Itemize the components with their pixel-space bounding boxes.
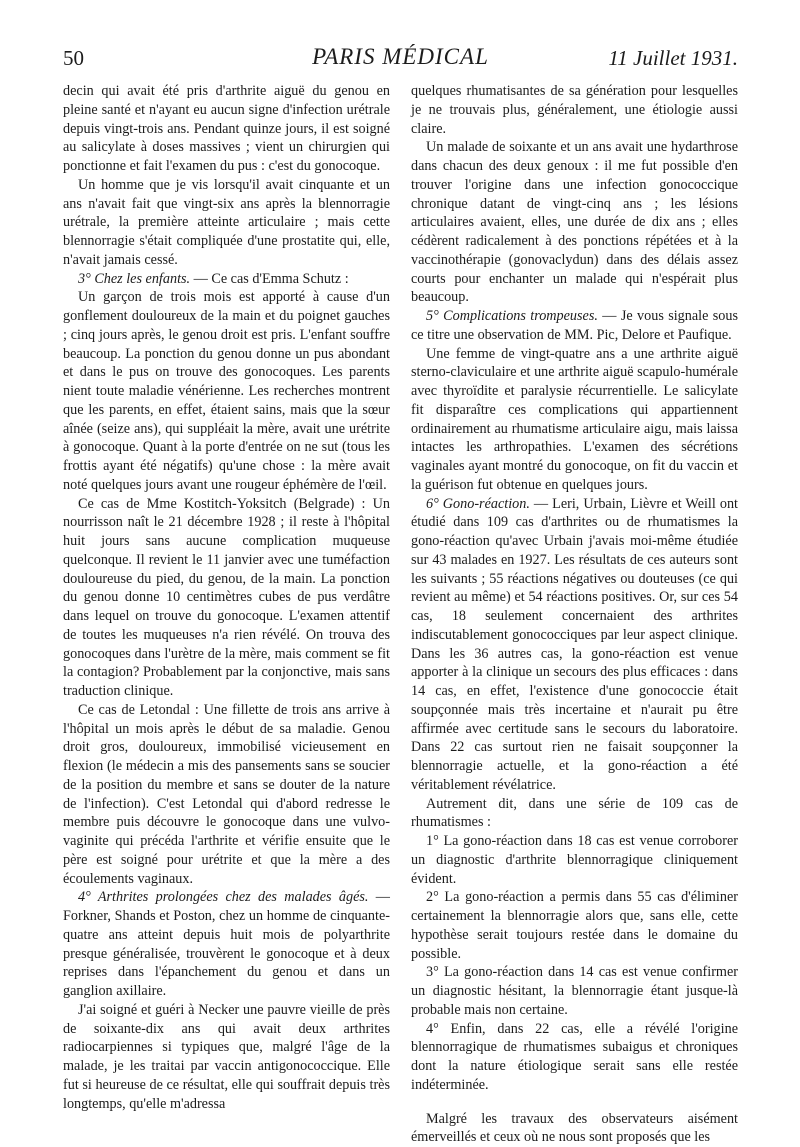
list-item: 1° La gono-réaction dans 18 cas est venue corroborer un diagnostic d'arthrite blennorragique cliniquement évident. [411, 832, 738, 888]
section-heading-paragraph: 6° Gono-réaction. — Leri, Urbain, Lièvre et Weill ont étudié dans 109 cas d'arthrites ou de rhumatismes la gono-réaction qu'avec Urbain j'avais moi-même étudiée sur 43 malades en 1927. Les résultats de ces auteurs sont les suivants ; 55 réactions négatives ou douteuses (ce qui revient au même) et 54 réactions positives. Or, sur ces 54 cas, 18 seulement concernaient des arthrites indiscutablement gonococciques par leur aspect clinique. Dans les 36 autres cas, la gono-réaction est venue apporter à la clinique un secours des plus efficaces : dans 14 cas, en effet, l'existence d'une gonococcie était soupçonnée mais très incertaine et n'aurait pu être affirmée avec certitude sans le secours du laboratoire. Dans 22 cas surtout rien ne faisait soupçonner la blennorragie actuelle, et la gono-réaction a été véritablement révélatrice. [411, 495, 738, 795]
section-heading: 5° Complications trompeuses. [426, 308, 598, 324]
journal-title: PARIS MÉDICAL [63, 44, 738, 70]
right-column [411, 82, 738, 1147]
list-item: 4° Enfin, dans 22 cas, elle a révélé l'origine blennorragique de rhumatismes subaigus et chroniques dont la nature étiologique serait sans elle restée indéterminée. [411, 1020, 738, 1095]
list-item: 3° La gono-réaction dans 14 cas est venue confirmer un diagnostic hésitant, la blennorragie étant jusque-là probable mais non certaine. [411, 963, 738, 1019]
section-heading: 6° Gono-réaction. [426, 496, 530, 512]
section-heading-paragraph: 3° Chez les enfants. — Ce cas d'Emma Schutz : [63, 270, 390, 289]
paragraph: Une femme de vingt-quatre ans a une arthrite aiguë sterno-claviculaire et une arthrite aiguë scapulo-humérale avec thyroïdite et paralysie récurrentielle. Le salicylate fit disparaître ces complications qui appartiennent ordinairement au rhumatisme articulaire aigu, mais laissa intactes les arthropathies. L'examen des sécrétions vaginales ayant montré du gonocoque, on fit du vaccin et la guérison fut obtenue en quelques jours. [411, 345, 738, 495]
paragraph: Autrement dit, dans une série de 109 cas de rhumatismes : [411, 795, 738, 833]
paragraph: J'ai soigné et guéri à Necker une pauvre vieille de près de soixante-dix ans qui avait deux arthrites radiocarpiennes si typiques que, malgré l'âge de la malade, je les traitai par vaccin antigonococcique. Elle fut si heureuse de ce résultat, elle qui souffrait depuis très longtemps, qu'elle m'adressa [63, 1001, 390, 1114]
left-column [63, 82, 390, 1113]
section-heading-paragraph: 4° Arthrites prolongées chez des malades âgés. — Forkner, Shands et Poston, chez un homme de cinquante-quatre ans atteint depuis huit mois de polyarthrite presque généralisée, trouvèrent le gonocoque et à deux reprises dans l'épanchement du genou et dans un ganglion axillaire. [63, 888, 390, 1001]
paragraph: decin qui avait été pris d'arthrite aiguë du genou en pleine santé et n'ayant eu aucun signe d'infection urétrale depuis vingt-trois ans. Pendant quinze jours, il est soigné au salicylate à doses massives ; vient un chirurgien qui ponctionne et fait l'examen du pus : c'est du gonocoque. [63, 82, 390, 176]
paragraph: Un malade de soixante et un ans avait une hydarthrose dans chacun des deux genoux : il me fut possible d'en trouver l'origine dans une infection gonococcique chronique datant de vingt-cinq ans ; les lésions articulaires avaient, elles, une durée de dix ans ; elles cédèrent radicalement à des ponctions répétées et à la vaccinothérapie (gonovaclydun) dans des délais assez courts pour enchanter un malade qui n'espérait plus beaucoup. [411, 138, 738, 307]
paragraph: Un homme que je vis lorsqu'il avait cinquante et un ans n'avait fait que vingt-six ans après la blennorragie urétrale, la première atteinte articulaire ; mais cette blennorragie s'était compliquée d'une prostatite qui, elle, n'avait jamais cessé. [63, 176, 390, 270]
paragraph: quelques rhumatisantes de sa génération pour lesquelles je ne trouvais plus, généralement, une étiologie aussi claire. [411, 82, 738, 138]
paragraph: Ce cas de Letondal : Une fillette de trois ans arrive à l'hôpital un mois après le début de sa maladie. Genou droit gros, douloureux, immobilisé vicieusement en flexion (le médecin a mis des pansements sans se soucier de la position du membre et sans se douter de la nature de l'infection). C'est Letondal qui d'abord redresse le membre puis découvre le gonocoque dans une vulvo-vaginite qui précéda l'arthrite et vérifie ensuite que le père est soigné pour urétrite et que la mère a des écoulements vaginaux. [63, 701, 390, 889]
issue-date: 11 Juillet 1931. [608, 46, 738, 71]
section-heading: 3° Chez les enfants. [78, 271, 190, 287]
section-heading-paragraph: 5° Complications trompeuses. — Je vous signale sous ce titre une observation de MM. Pic, Delore et Paufique. [411, 307, 738, 345]
running-header [63, 44, 738, 76]
page-number: 50 [63, 46, 84, 71]
paragraph: Malgré les travaux des observateurs aisément émerveillés et ceux où ne nous sont proposés que les [411, 1110, 738, 1147]
paragraph: Un garçon de trois mois est apporté à cause d'un gonflement douloureux de la main et du poignet gauches ; cinq jours après, le genou droit est pris. L'enfant souffre beaucoup. La ponction du genou donne un pus abondant et dans le pus on trouve des gonocoques. Les parents nient toute maladie vénérienne. Les recherches montrent que les parents, en effet, étaient sains, mais que la sœur aînée (seize ans), qui suppléait la mère, avait une urétrite à gonocoque. Quant à la porte d'entrée on ne sut (tous les frottis ayant été négatifs) qu'une chose : la mère avait noté quelques jours avant une rougeur éphémère de l'œil. [63, 288, 390, 494]
section-heading: 4° Arthrites prolongées chez des malades âgés. [78, 889, 368, 905]
list-item: 2° La gono-réaction a permis dans 55 cas d'éliminer certainement la blennorragie alors que, sans elle, cette hypothèse serait toujours restée dans le domaine du possible. [411, 888, 738, 963]
paragraph: Ce cas de Mme Kostitch-Yoksitch (Belgrade) : Un nourrisson naît le 21 décembre 1928 ; il reste à l'hôpital huit jours sans aucune complication muqueuse quelconque. Il revient le 11 janvier avec une tuméfaction douloureuse du pied, du genou, de la main. La ponction du genou donne 10 centimètres cubes de pus verdâtre dans lequel on trouve du gonocoque. L'examen attentif de toutes les muqueuses n'a rien révélé. On trouva des gonocoques dans l'urètre de la mère, mais comment se fit la contagion? Probablement par la conjonctive, mais sans traduction clinique. [63, 495, 390, 701]
